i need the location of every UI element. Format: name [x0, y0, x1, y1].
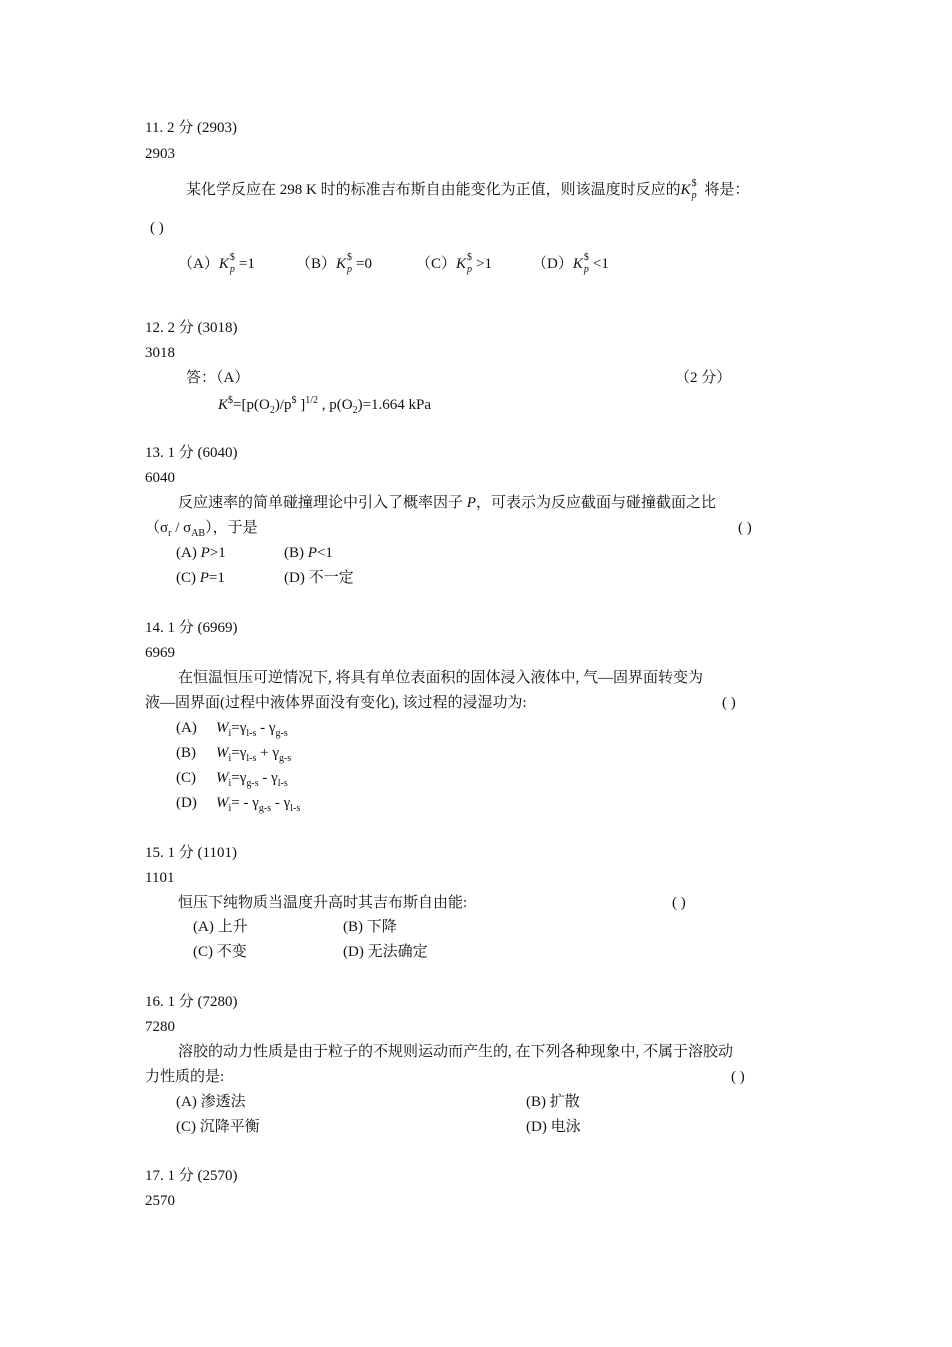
- q14-stem-line1: 在恒温恒压可逆情况下, 将具有单位表面积的固体浸入液体中, 气—固界面转变为: [178, 670, 704, 686]
- q12-equation: $K^{\$}=[p(O_2)/p^{\$}$ ]$^{1/2}$ , $p(O_2)=1.664$ kPa: [218, 395, 432, 416]
- q15-blank: ( ): [672, 895, 686, 911]
- q16-code: 7280: [145, 1019, 175, 1035]
- q16-stem-line1: 溶胶的动力性质是由于粒子的不规则运动而产生的, 在下列各种现象中, 不属于溶胶动: [178, 1044, 734, 1060]
- q15-option-d: (D) 无法确定: [343, 944, 428, 960]
- q16-header: 16. 1 分 (7280): [145, 994, 238, 1010]
- q13-option-a: (A) P>1: [176, 545, 226, 561]
- q14-blank: ( ): [722, 695, 736, 711]
- q16-option-b: (B) 扩散: [526, 1094, 580, 1110]
- q14-option-b: (B) $W_i=\gamma_{l-s} + \gamma_{g-s}$: [176, 745, 292, 764]
- q16-stem-line2: 力性质的是:: [145, 1069, 225, 1085]
- q12-score: （2 分）: [675, 370, 732, 386]
- q13-stem-line2: $(\sigma_r / \sigma_{AB})$，于是: [145, 520, 258, 539]
- q14-header: 14. 1 分 (6969): [145, 620, 238, 636]
- q16-blank: ( ): [731, 1069, 745, 1085]
- q12-answer: 答：（A）: [186, 370, 250, 386]
- q15-option-c: (C) 不变: [193, 944, 247, 960]
- q11-option-c: （C）K $ p >1: [416, 252, 492, 275]
- q13-option-c: (C) P=1: [176, 570, 225, 586]
- q12-header: 12. 2 分 (3018): [145, 320, 238, 336]
- q13-option-d: (D) 不一定: [284, 570, 354, 586]
- q11-code: 2903: [145, 146, 175, 162]
- q16-option-d: (D) 电泳: [526, 1119, 581, 1135]
- q13-stem-line1: 反应速率的简单碰撞理论中引入了概率因子 P，可表示为反应截面与碰撞截面之比: [178, 495, 716, 511]
- q11-option-d: （D）K $ p <1: [532, 252, 609, 275]
- q15-header: 15. 1 分 (1101): [145, 845, 237, 861]
- q11-kp-symbol: K: [680, 182, 691, 198]
- q15-stem: 恒压下纯物质当温度升高时其吉布斯自由能:: [178, 895, 468, 911]
- q11-header: 11. 2 分 (2903): [145, 120, 237, 136]
- q17-header: 17. 1 分 (2570): [145, 1168, 238, 1184]
- q11-kp-scripts: $ p: [691, 178, 697, 201]
- q14-option-d: (D) $W_i= - \gamma_{g-s} - \gamma_{l-s}$: [176, 795, 301, 814]
- q11-stem: [186, 180, 749, 200]
- q11-option-a: （A）K $ p =1: [178, 252, 255, 275]
- q14-option-c: (C) $W_i=\gamma_{g-s} - \gamma_{l-s}$: [176, 770, 288, 789]
- q13-blank: ( ): [738, 520, 752, 536]
- q12-code: 3018: [145, 345, 175, 361]
- q16-option-a: (A) 渗透法: [176, 1094, 246, 1110]
- q15-option-a: (A) 上升: [193, 919, 248, 935]
- q14-option-a: (A) $W_i=\gamma_{l-s} - \gamma_{g-s}$: [176, 720, 288, 739]
- q13-code: 6040: [145, 470, 175, 486]
- q15-option-b: (B) 下降: [343, 919, 397, 935]
- q11-stem-suffix: 将是：: [700, 182, 750, 198]
- q11-blank: ( ): [150, 220, 164, 236]
- q14-stem-line2: 液—固界面(过程中液体界面没有变化), 该过程的浸湿功为:: [145, 695, 527, 711]
- q13-header: 13. 1 分 (6040): [145, 445, 238, 461]
- q17-code: 2570: [145, 1193, 175, 1209]
- q14-code: 6969: [145, 645, 175, 661]
- q16-option-c: (C) 沉降平衡: [176, 1119, 260, 1135]
- q11-options: [178, 254, 609, 274]
- q11-stem-prefix: 某化学反应在 298 K 时的标准吉布斯自由能变化为正值，则该温度时反应的: [186, 182, 681, 198]
- q15-code: 1101: [145, 870, 175, 886]
- q13-option-b: (B) P<1: [284, 545, 333, 561]
- q11-option-b: （B）K $ p =0: [296, 252, 372, 275]
